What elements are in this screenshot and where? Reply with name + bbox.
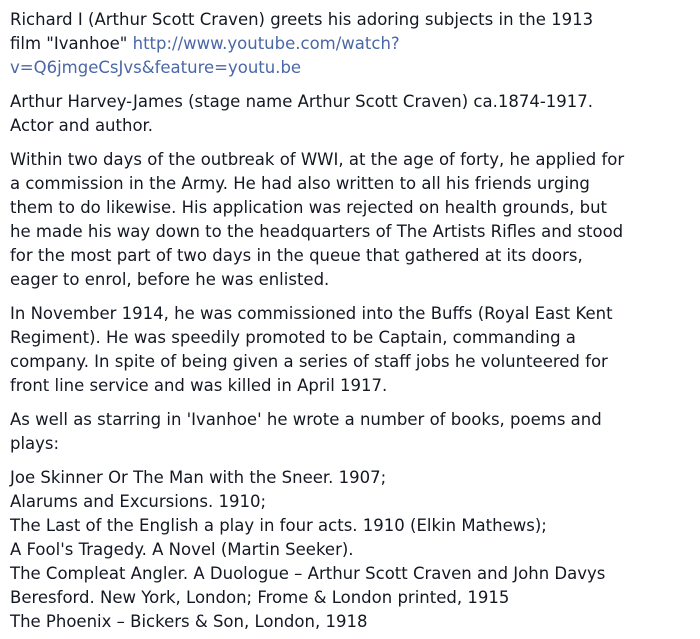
text-line — [10, 514, 690, 538]
text-segment: company. In spite of being given a series of staff jobs he volunteered for — [10, 352, 608, 371]
text-segment: for the most part of two days in the queue that gathered at its doors, — [10, 246, 583, 265]
text-segment: The Compleat Angler. A Duologue – Arthur Scott Craven and John Davys — [10, 564, 606, 583]
text-line — [10, 148, 690, 172]
text-line — [10, 374, 690, 398]
text-segment: As well as starring in 'Ivanhoe' he wrote a number of books, poems and — [10, 410, 602, 429]
text-segment: eager to enrol, before he was enlisted. — [10, 270, 330, 289]
text-line — [10, 490, 690, 514]
text-segment: he made his way down to the headquarters of The Artists Rifles and stood — [10, 222, 624, 241]
text-line — [10, 562, 690, 586]
text-segment: a commission in the Army. He had also written to all his friends urging — [10, 174, 590, 193]
text-line — [10, 268, 690, 292]
text-line — [10, 8, 690, 32]
text-segment: Richard I (Arthur Scott Craven) greets his adoring subjects in the 1913 — [10, 10, 594, 29]
text-line — [10, 350, 690, 374]
paragraph-enlistment — [10, 148, 690, 292]
document-body — [10, 8, 690, 634]
text-line — [10, 172, 690, 196]
text-line — [10, 90, 690, 114]
text-segment: In November 1914, he was commissioned into the Buffs (Royal East Kent — [10, 304, 613, 323]
text-line — [10, 586, 690, 610]
text-line — [10, 538, 690, 562]
text-segment: them to do likewise. His application was rejected on health grounds, but — [10, 198, 608, 217]
text-segment: Within two days of the outbreak of WWI, at the age of forty, he applied for — [10, 150, 625, 169]
text-line — [10, 244, 690, 268]
text-line — [10, 302, 690, 326]
text-line — [10, 56, 690, 80]
text-segment: Actor and author. — [10, 116, 154, 135]
paragraph-bio-summary — [10, 90, 690, 138]
paragraph-works-list — [10, 466, 690, 634]
paragraph-works-intro — [10, 408, 690, 456]
text-line — [10, 196, 690, 220]
youtube-link[interactable]: v=Q6jmgeCsJvs&feature=youtu.be — [10, 58, 302, 77]
text-segment: The Phoenix – Bickers & Son, London, 1918 — [10, 612, 368, 631]
text-segment: Arthur Harvey-James (stage name Arthur Scott Craven) ca.1874-1917. — [10, 92, 594, 111]
text-segment: Beresford. New York, London; Frome & London printed, 1915 — [10, 588, 510, 607]
text-line — [10, 114, 690, 138]
text-segment: film "Ivanhoe" — [10, 34, 133, 53]
text-segment: plays: — [10, 434, 60, 453]
text-segment: The Last of the English a play in four acts. 1910 (Elkin Mathews); — [10, 516, 547, 535]
text-line — [10, 220, 690, 244]
text-line — [10, 326, 690, 350]
text-segment: Regiment). He was speedily promoted to be Captain, commanding a — [10, 328, 576, 347]
text-segment: Alarums and Excursions. 1910; — [10, 492, 267, 511]
text-segment: front line service and was killed in April 1917. — [10, 376, 388, 395]
text-line — [10, 466, 690, 490]
text-line — [10, 408, 690, 432]
text-line — [10, 432, 690, 456]
text-line — [10, 32, 690, 56]
paragraph-military-career — [10, 302, 690, 398]
paragraph-intro — [10, 8, 690, 80]
text-line — [10, 610, 690, 634]
text-segment: Joe Skinner Or The Man with the Sneer. 1907; — [10, 468, 387, 487]
youtube-link[interactable]: http://www.youtube.com/watch? — [132, 34, 400, 53]
text-segment: A Fool's Tragedy. A Novel (Martin Seeker). — [10, 540, 354, 559]
